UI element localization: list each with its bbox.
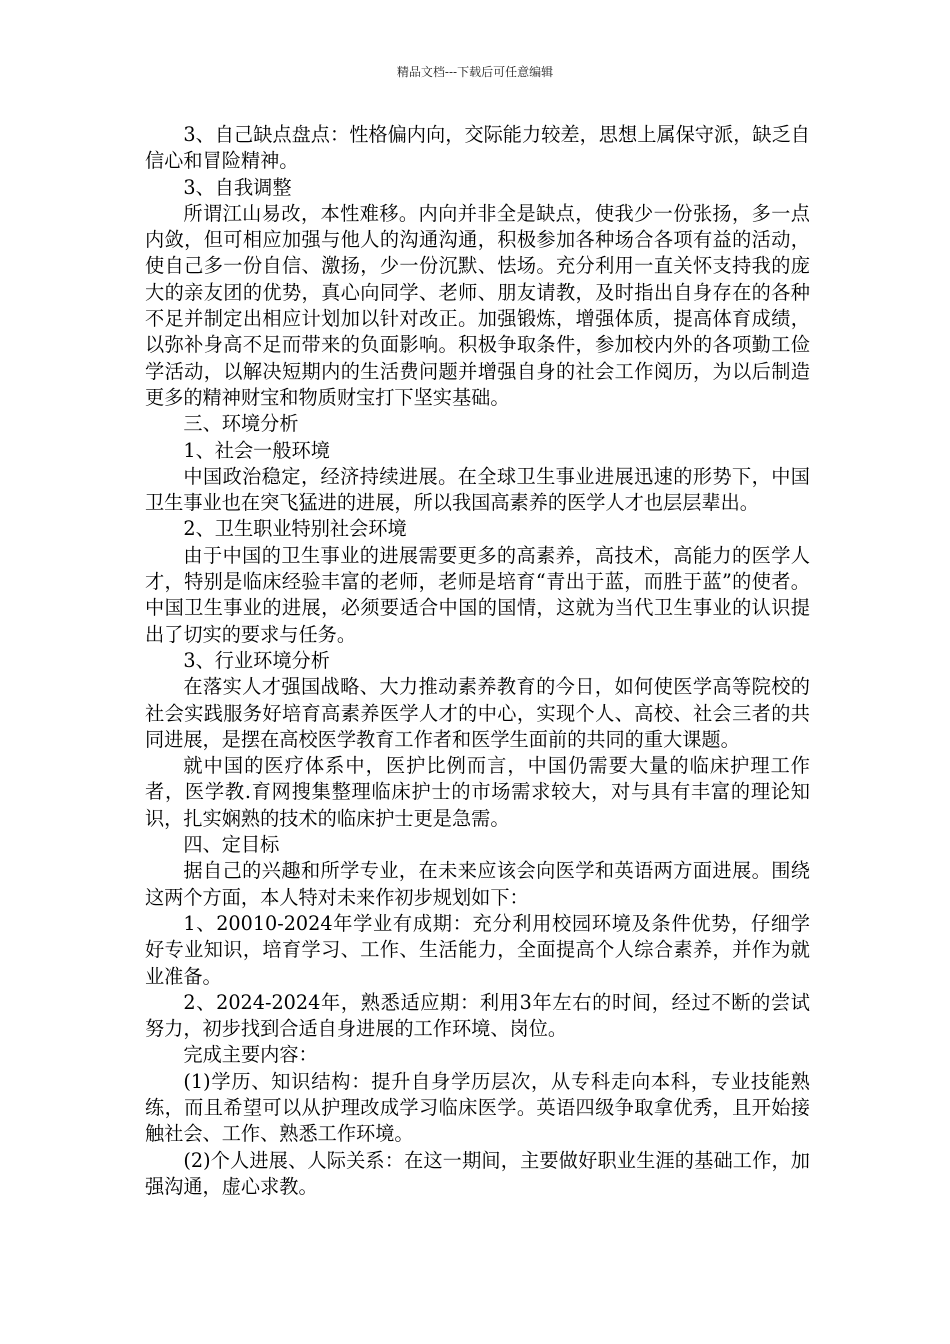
paragraph-item-education: (1)学历、知识结构：提升自身学历层次，从专科走向本科，专业技能熟练，而且希望可以从护理改成学习临床医学。英语四级争取拿优秀，且开始接触社会、工作、熟悉工作环境。	[145, 1069, 810, 1146]
paragraph-goal-phase-2: 2、2024-2024年，熟悉适应期：利用3年左右的时间，经过不断的尝试努力，初步找到合适自身进展的工作环境、岗位。	[145, 990, 810, 1041]
section-heading-environment-analysis: 三、环境分析	[183, 412, 299, 436]
paragraph-health-profession-environment: 由于中国的卫生事业的进展需要更多的高素养，高技术，高能力的医学人才，特别是临床经验丰富的老师，老师是培育“青出于蓝，而胜于蓝”的使者。中国卫生事业的进展，必须要适合中国的国情，这就为当代卫生事业的认识提出了切实的要求与任务。	[145, 543, 810, 646]
heading-self-adjustment: 3、自我调整	[183, 175, 292, 199]
paragraph-general-social-environment: 中国政治稳定，经济持续进展。在全球卫生事业进展迅速的形势下，中国卫生事业也在突飞猛进的进展，所以我国高素养的医学人才也层层辈出。	[145, 464, 810, 515]
paragraph-goal-intro: 据自己的兴趣和所学专业，在未来应该会向医学和英语两方面进展。围绕这两个方面，本人特对未来作初步规划如下：	[145, 859, 810, 909]
paragraph-self-adjustment: 所谓江山易改，本性难移。内向并非全是缺点，使我少一份张扬，多一点内敛，但可相应加强与他人的沟通沟通，积极参加各种场合各项有益的活动，使自己多一份自信、激扬，少一份沉默、怯场。充分利用一直关怀支持我的庞大的亲友团的优势，真心向同学、老师、朋友请教，及时指出自身存在的各种不足并制定出相应计划加以针对改正。加强锻炼，增强体质，提高体育成绩，以弥补身高不足而带来的负面影响。积极争取条件，参加校内外的各项勤工俭学活动，以解决短期内的生活费问题并增强自身的社会工作阅历，为以后制造更多的精神财宝和物质财宝打下坚实基础。	[145, 201, 810, 409]
paragraph-goal-phase-1: 1、20010-2024年学业有成期：充分利用校园环境及条件优势，仔细学好专业知识，培育学习、工作、生活能力，全面提高个人综合素养，并作为就业准备。	[145, 911, 810, 988]
heading-general-social-environment: 1、社会一般环境	[183, 438, 330, 462]
section-heading-set-goals: 四、定目标	[183, 833, 280, 857]
paragraph-medical-system: 就中国的医疗体系中，医护比例而言，中国仍需要大量的临床护理工作者，医学教.育网搜集整理临床护士的市场需求较大，对与具有丰富的理论知识，扎实娴熟的技术的临床护士更是急需。	[145, 754, 810, 830]
paragraph-industry-environment: 在落实人才强国战略、大力推动素养教育的今日，如何使医学高等院校的社会实践服务好培育高素养医学人才的中心，实现个人、高校、社会三者的共同进展，是摆在高校医学教育工作者和医学生面前的共同的重大课题。	[145, 675, 810, 751]
paragraph-item-personal-development: (2)个人进展、人际关系：在这一期间，主要做好职业生涯的基础工作，加强沟通，虚心求教。	[145, 1148, 810, 1198]
heading-main-content: 完成主要内容：	[183, 1043, 318, 1067]
document-body	[145, 122, 810, 1200]
page-header: 精品文档---下载后可任意编辑	[396, 65, 554, 79]
heading-industry-environment: 3、行业环境分析	[183, 648, 330, 672]
paragraph-shortcomings: 3、自己缺点盘点：性格偏内向，交际能力较差，思想上属保守派，缺乏自信心和冒险精神。	[145, 123, 810, 173]
heading-health-profession-environment: 2、卫生职业特别社会环境	[183, 517, 407, 541]
